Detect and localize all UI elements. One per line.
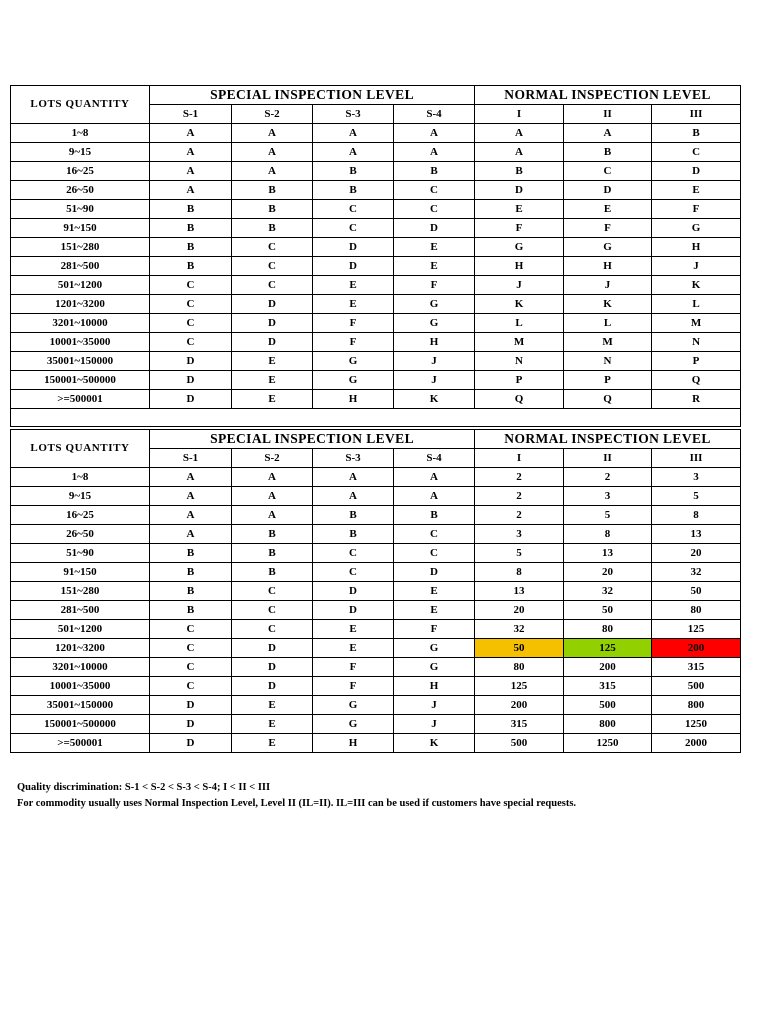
cell-i: M: [475, 333, 564, 352]
cell-s3: C: [313, 544, 394, 563]
cell-s3: F: [313, 333, 394, 352]
table-row: [11, 544, 741, 563]
cell-i: 5: [475, 544, 564, 563]
cell-s1: B: [150, 582, 232, 601]
cell-i: A: [475, 143, 564, 162]
cell-i: 8: [475, 563, 564, 582]
cell-ii: 2: [564, 468, 652, 487]
cell-s3: B: [313, 525, 394, 544]
table-row: [11, 601, 741, 620]
table-row: [11, 200, 741, 219]
cell-s3: H: [313, 734, 394, 753]
cell-s1: A: [150, 506, 232, 525]
cell-i: B: [475, 162, 564, 181]
cell-iii: 3: [652, 468, 741, 487]
cell-s3: G: [313, 715, 394, 734]
cell-iii: H: [652, 238, 741, 257]
special-inspection-level-header: SPECIAL INSPECTION LEVEL: [150, 86, 475, 105]
cell-s2: D: [232, 314, 313, 333]
cell-s4: J: [394, 715, 475, 734]
cell-s2: A: [232, 506, 313, 525]
cell-s4: A: [394, 468, 475, 487]
cell-s4: J: [394, 371, 475, 390]
cell-s1: B: [150, 544, 232, 563]
cell-lots-quantity: 16~25: [11, 506, 150, 525]
cell-ii: 50: [564, 601, 652, 620]
cell-s3: D: [313, 582, 394, 601]
cell-s1: B: [150, 200, 232, 219]
table-row: [11, 487, 741, 506]
cell-s3: A: [313, 124, 394, 143]
cell-ii: E: [564, 200, 652, 219]
cell-i: 32: [475, 620, 564, 639]
cell-s3: G: [313, 696, 394, 715]
cell-s1: B: [150, 219, 232, 238]
cell-s1: C: [150, 677, 232, 696]
cell-s3: G: [313, 371, 394, 390]
table-row: [11, 124, 741, 143]
cell-iii: N: [652, 333, 741, 352]
cell-s3: B: [313, 506, 394, 525]
cell-iii: 800: [652, 696, 741, 715]
table-row: [11, 563, 741, 582]
cell-ii: H: [564, 257, 652, 276]
cell-lots-quantity: 151~280: [11, 582, 150, 601]
cell-s4: K: [394, 734, 475, 753]
table-spacer: [11, 409, 741, 427]
cell-ii: 3: [564, 487, 652, 506]
cell-s3: C: [313, 200, 394, 219]
cell-ii: 1250: [564, 734, 652, 753]
cell-iii: Q: [652, 371, 741, 390]
cell-s3: E: [313, 295, 394, 314]
inspection-level-note: For commodity usually uses Normal Inspection Level, Level II (IL=II). IL=III can be used if customers have special requests.: [17, 798, 577, 809]
table-row: [11, 468, 741, 487]
cell-lots-quantity: 35001~150000: [11, 352, 150, 371]
col-header-s1: S-1: [150, 105, 232, 124]
cell-iii: 5: [652, 487, 741, 506]
cell-s1: D: [150, 696, 232, 715]
table-row: [11, 181, 741, 200]
cell-s2: C: [232, 257, 313, 276]
cell-i: E: [475, 200, 564, 219]
cell-iii: M: [652, 314, 741, 333]
cell-s4: C: [394, 200, 475, 219]
quality-discrimination-note: Quality discrimination: S-1 < S-2 < S-3 < S-4; I < II < III: [17, 782, 271, 793]
special-inspection-level-header: SPECIAL INSPECTION LEVEL: [150, 430, 475, 449]
cell-iii: R: [652, 390, 741, 409]
cell-s4: G: [394, 639, 475, 658]
cell-s1: A: [150, 162, 232, 181]
cell-s4: G: [394, 314, 475, 333]
cell-ii: L: [564, 314, 652, 333]
cell-lots-quantity: 1~8: [11, 468, 150, 487]
cell-s3: A: [313, 487, 394, 506]
col-header-i: I: [475, 105, 564, 124]
cell-s1: A: [150, 487, 232, 506]
cell-s2: C: [232, 601, 313, 620]
cell-ii: B: [564, 143, 652, 162]
cell-s4: E: [394, 238, 475, 257]
lots-quantity-header: LOTS QUANTITY: [11, 430, 150, 468]
table-row: [11, 658, 741, 677]
cell-ii: A: [564, 124, 652, 143]
table-row: [11, 295, 741, 314]
cell-s2: D: [232, 658, 313, 677]
cell-s3: F: [313, 677, 394, 696]
cell-s1: C: [150, 333, 232, 352]
cell-lots-quantity: >=500001: [11, 390, 150, 409]
cell-s2: C: [232, 620, 313, 639]
cell-lots-quantity: 26~50: [11, 181, 150, 200]
cell-s4: F: [394, 276, 475, 295]
cell-iii: K: [652, 276, 741, 295]
cell-i: P: [475, 371, 564, 390]
cell-iii: B: [652, 124, 741, 143]
cell-ii: K: [564, 295, 652, 314]
cell-s2: E: [232, 696, 313, 715]
table-row: [11, 238, 741, 257]
cell-s3: E: [313, 639, 394, 658]
table-row: [11, 276, 741, 295]
cell-lots-quantity: 35001~150000: [11, 696, 150, 715]
cell-iii: 2000: [652, 734, 741, 753]
cell-ii: C: [564, 162, 652, 181]
cell-s4: E: [394, 601, 475, 620]
cell-s2: A: [232, 487, 313, 506]
cell-s3: E: [313, 620, 394, 639]
cell-ii: F: [564, 219, 652, 238]
cell-s4: H: [394, 333, 475, 352]
table-row: [11, 506, 741, 525]
table-row: [11, 143, 741, 162]
cell-s3: C: [313, 563, 394, 582]
cell-ii: N: [564, 352, 652, 371]
cell-ii: 5: [564, 506, 652, 525]
cell-s4: B: [394, 506, 475, 525]
cell-s4: C: [394, 525, 475, 544]
cell-i: H: [475, 257, 564, 276]
cell-s4: F: [394, 620, 475, 639]
normal-inspection-level-header: NORMAL INSPECTION LEVEL: [475, 86, 741, 105]
cell-s2: A: [232, 162, 313, 181]
cell-lots-quantity: 150001~500000: [11, 715, 150, 734]
cell-s4: B: [394, 162, 475, 181]
cell-lots-quantity: 3201~10000: [11, 314, 150, 333]
cell-s4: E: [394, 582, 475, 601]
col-header-iii: III: [652, 105, 741, 124]
cell-s4: D: [394, 563, 475, 582]
cell-ii: 200: [564, 658, 652, 677]
cell-iii: J: [652, 257, 741, 276]
cell-s2: A: [232, 468, 313, 487]
cell-iii: 32: [652, 563, 741, 582]
cell-s4: A: [394, 143, 475, 162]
cell-s1: D: [150, 715, 232, 734]
cell-s1: A: [150, 525, 232, 544]
cell-s1: C: [150, 658, 232, 677]
cell-s2: C: [232, 238, 313, 257]
cell-s1: C: [150, 276, 232, 295]
cell-s4: J: [394, 352, 475, 371]
cell-iii: 80: [652, 601, 741, 620]
cell-i: K: [475, 295, 564, 314]
cell-s2: B: [232, 525, 313, 544]
cell-s3: E: [313, 276, 394, 295]
col-header-s3: S-3: [313, 105, 394, 124]
cell-iii: 500: [652, 677, 741, 696]
col-header-i: I: [475, 449, 564, 468]
cell-s2: B: [232, 544, 313, 563]
cell-lots-quantity: 150001~500000: [11, 371, 150, 390]
cell-s4: K: [394, 390, 475, 409]
cell-ii: 125: [564, 639, 652, 658]
cell-lots-quantity: 3201~10000: [11, 658, 150, 677]
cell-i: 315: [475, 715, 564, 734]
cell-lots-quantity: 10001~35000: [11, 333, 150, 352]
cell-s1: D: [150, 352, 232, 371]
cell-s2: D: [232, 639, 313, 658]
cell-lots-quantity: >=500001: [11, 734, 150, 753]
cell-s2: D: [232, 677, 313, 696]
cell-s4: G: [394, 658, 475, 677]
cell-i: 13: [475, 582, 564, 601]
table-row: [11, 371, 741, 390]
cell-s3: B: [313, 162, 394, 181]
cell-s1: C: [150, 639, 232, 658]
cell-lots-quantity: 1201~3200: [11, 295, 150, 314]
cell-lots-quantity: 51~90: [11, 200, 150, 219]
cell-ii: P: [564, 371, 652, 390]
cell-ii: Q: [564, 390, 652, 409]
cell-s2: B: [232, 200, 313, 219]
cell-s2: E: [232, 371, 313, 390]
sample-size-rows: [11, 468, 741, 753]
cell-s3: G: [313, 352, 394, 371]
cell-s1: A: [150, 124, 232, 143]
cell-iii: 50: [652, 582, 741, 601]
col-header-s4: S-4: [394, 105, 475, 124]
col-header-s3: S-3: [313, 449, 394, 468]
cell-s2: E: [232, 734, 313, 753]
cell-s1: B: [150, 257, 232, 276]
table-row: [11, 696, 741, 715]
cell-i: 50: [475, 639, 564, 658]
cell-iii: 200: [652, 639, 741, 658]
table-row: [11, 582, 741, 601]
cell-s1: C: [150, 620, 232, 639]
cell-i: 20: [475, 601, 564, 620]
cell-s4: H: [394, 677, 475, 696]
cell-s1: D: [150, 734, 232, 753]
cell-ii: 800: [564, 715, 652, 734]
cell-s4: J: [394, 696, 475, 715]
cell-i: F: [475, 219, 564, 238]
cell-ii: 315: [564, 677, 652, 696]
table-row: [11, 162, 741, 181]
cell-i: J: [475, 276, 564, 295]
table-row: [11, 715, 741, 734]
cell-iii: L: [652, 295, 741, 314]
cell-lots-quantity: 501~1200: [11, 276, 150, 295]
cell-s3: C: [313, 219, 394, 238]
cell-ii: 13: [564, 544, 652, 563]
cell-s3: D: [313, 257, 394, 276]
table-row: [11, 352, 741, 371]
cell-iii: 20: [652, 544, 741, 563]
normal-inspection-level-header: NORMAL INSPECTION LEVEL: [475, 430, 741, 449]
cell-i: 2: [475, 468, 564, 487]
cell-s2: D: [232, 295, 313, 314]
cell-i: G: [475, 238, 564, 257]
cell-i: A: [475, 124, 564, 143]
cell-s1: C: [150, 314, 232, 333]
cell-ii: 8: [564, 525, 652, 544]
cell-iii: 13: [652, 525, 741, 544]
cell-lots-quantity: 16~25: [11, 162, 150, 181]
col-header-ii: II: [564, 105, 652, 124]
cell-i: Q: [475, 390, 564, 409]
cell-s4: D: [394, 219, 475, 238]
cell-s4: G: [394, 295, 475, 314]
cell-s1: A: [150, 143, 232, 162]
cell-lots-quantity: 1~8: [11, 124, 150, 143]
col-header-ii: II: [564, 449, 652, 468]
col-header-s4: S-4: [394, 449, 475, 468]
table-row: [11, 219, 741, 238]
code-letter-table: [10, 85, 741, 427]
cell-lots-quantity: 151~280: [11, 238, 150, 257]
cell-lots-quantity: 91~150: [11, 563, 150, 582]
cell-s4: A: [394, 124, 475, 143]
cell-s1: B: [150, 563, 232, 582]
cell-lots-quantity: 26~50: [11, 525, 150, 544]
table-row: [11, 257, 741, 276]
cell-s2: A: [232, 124, 313, 143]
cell-s3: D: [313, 601, 394, 620]
cell-s1: B: [150, 238, 232, 257]
cell-iii: F: [652, 200, 741, 219]
cell-i: N: [475, 352, 564, 371]
cell-lots-quantity: 501~1200: [11, 620, 150, 639]
cell-lots-quantity: 1201~3200: [11, 639, 150, 658]
cell-i: 2: [475, 506, 564, 525]
cell-lots-quantity: 9~15: [11, 143, 150, 162]
cell-lots-quantity: 10001~35000: [11, 677, 150, 696]
cell-iii: G: [652, 219, 741, 238]
cell-s1: D: [150, 371, 232, 390]
col-header-s1: S-1: [150, 449, 232, 468]
cell-s3: A: [313, 143, 394, 162]
cell-iii: 1250: [652, 715, 741, 734]
cell-lots-quantity: 51~90: [11, 544, 150, 563]
table-row: [11, 620, 741, 639]
col-header-s2: S-2: [232, 449, 313, 468]
cell-s2: E: [232, 715, 313, 734]
cell-i: 200: [475, 696, 564, 715]
cell-s1: B: [150, 601, 232, 620]
table-row: [11, 333, 741, 352]
cell-iii: C: [652, 143, 741, 162]
cell-ii: 500: [564, 696, 652, 715]
cell-ii: G: [564, 238, 652, 257]
col-header-iii: III: [652, 449, 741, 468]
cell-lots-quantity: 91~150: [11, 219, 150, 238]
cell-i: 3: [475, 525, 564, 544]
cell-ii: D: [564, 181, 652, 200]
cell-s1: A: [150, 468, 232, 487]
cell-iii: 315: [652, 658, 741, 677]
cell-s3: A: [313, 468, 394, 487]
table-row: [11, 639, 741, 658]
cell-i: 2: [475, 487, 564, 506]
table-row: [11, 390, 741, 409]
cell-s3: D: [313, 238, 394, 257]
cell-lots-quantity: 281~500: [11, 601, 150, 620]
cell-iii: E: [652, 181, 741, 200]
cell-iii: 8: [652, 506, 741, 525]
lots-quantity-header: LOTS QUANTITY: [11, 86, 150, 124]
cell-ii: 80: [564, 620, 652, 639]
cell-s2: B: [232, 219, 313, 238]
cell-s2: B: [232, 181, 313, 200]
cell-s2: D: [232, 333, 313, 352]
notes: [17, 780, 576, 812]
sample-size-table: [10, 429, 741, 753]
cell-s3: H: [313, 390, 394, 409]
cell-s3: B: [313, 181, 394, 200]
table-row: [11, 525, 741, 544]
table-row: [11, 314, 741, 333]
cell-s4: E: [394, 257, 475, 276]
cell-i: L: [475, 314, 564, 333]
cell-s2: C: [232, 582, 313, 601]
cell-s4: C: [394, 544, 475, 563]
cell-i: D: [475, 181, 564, 200]
cell-s2: B: [232, 563, 313, 582]
cell-iii: D: [652, 162, 741, 181]
cell-i: 80: [475, 658, 564, 677]
cell-s1: C: [150, 295, 232, 314]
cell-ii: 20: [564, 563, 652, 582]
cell-ii: 32: [564, 582, 652, 601]
cell-iii: P: [652, 352, 741, 371]
table-row: [11, 734, 741, 753]
cell-s1: A: [150, 181, 232, 200]
cell-s4: C: [394, 181, 475, 200]
cell-s2: E: [232, 352, 313, 371]
cell-ii: J: [564, 276, 652, 295]
cell-ii: M: [564, 333, 652, 352]
cell-iii: 125: [652, 620, 741, 639]
cell-i: 500: [475, 734, 564, 753]
cell-i: 125: [475, 677, 564, 696]
cell-s3: F: [313, 658, 394, 677]
cell-s4: A: [394, 487, 475, 506]
cell-lots-quantity: 9~15: [11, 487, 150, 506]
cell-s2: E: [232, 390, 313, 409]
table-row: [11, 677, 741, 696]
cell-s2: C: [232, 276, 313, 295]
col-header-s2: S-2: [232, 105, 313, 124]
cell-s1: D: [150, 390, 232, 409]
cell-s2: A: [232, 143, 313, 162]
cell-s3: F: [313, 314, 394, 333]
cell-lots-quantity: 281~500: [11, 257, 150, 276]
code-letter-rows: [11, 124, 741, 409]
